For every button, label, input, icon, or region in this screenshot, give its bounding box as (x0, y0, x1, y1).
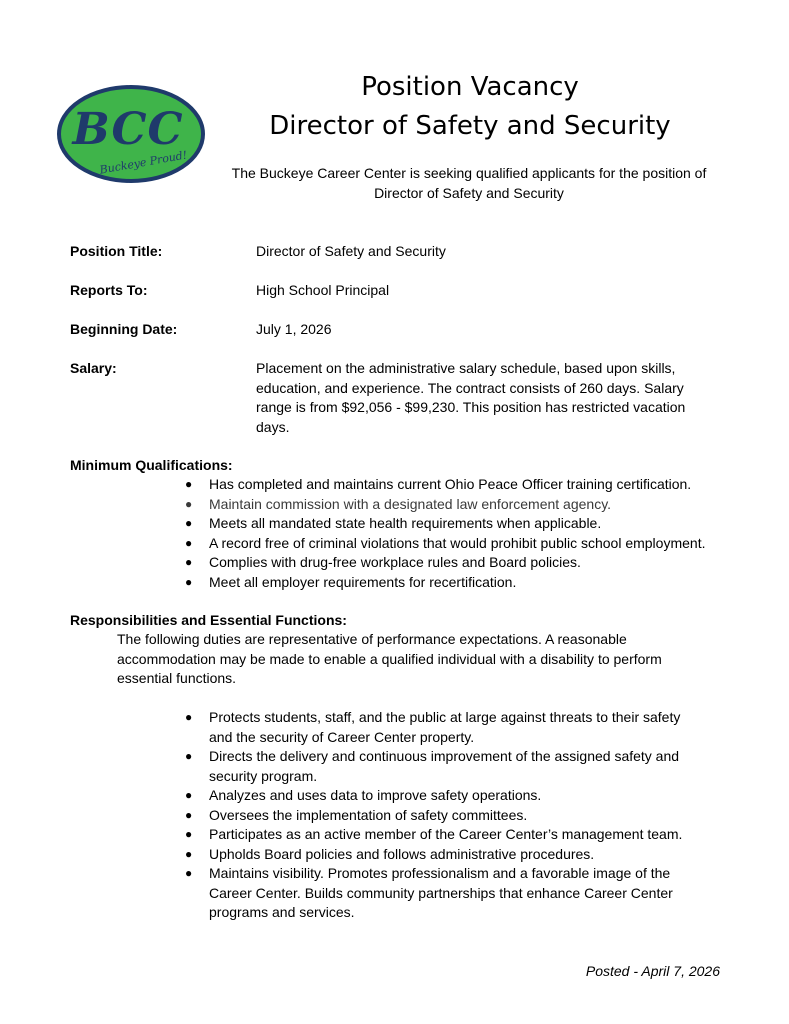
salary-value: Placement on the administrative salary schedule, based upon skills, education, and experience. The contract consists of 260 days. Salary range is from $92,056 - $99,230. This position has restricted vacation days. (256, 360, 686, 435)
posted-date: Posted - April 7, 2026 (585, 963, 720, 979)
list-item: ● Directs the delivery and continuous improvement of the assigned safety and security program. (185, 747, 695, 786)
list-item: ● Meet all employer requirements for recertification. (185, 573, 725, 593)
responsibilities-intro: The following duties are representative of performance expectations. A reasonable accommodation may be made to enable a qualified individual with a disability to perform essential functions. (117, 631, 662, 686)
position-title-value: Director of Safety and Security (256, 243, 446, 259)
list-item: ● Maintains visibility. Promotes professionalism and a favorable image of the Career Center. Builds community partnerships that enhance Career Center programs and services. (185, 864, 695, 923)
page-title: Position Vacancy (361, 72, 579, 102)
logo-tagline: Buckeye Proud! (98, 148, 189, 177)
responsibilities-heading: Responsibilities and Essential Functions: (70, 612, 347, 628)
reports-to-label: Reports To: (70, 282, 148, 298)
beginning-date-label: Beginning Date: (70, 321, 178, 337)
min-qualifications-list (185, 475, 725, 592)
salary-label: Salary: (70, 360, 117, 376)
list-item: ● A record free of criminal violations that would prohibit public school employment. (185, 534, 725, 554)
beginning-date-value: July 1, 2026 (256, 321, 332, 337)
logo-letters: BCC (72, 104, 184, 155)
position-title-heading: Director of Safety and Security (269, 111, 671, 141)
intro-text: The Buckeye Career Center is seeking qualified applicants for the position of Director of Safety and Security (231, 165, 707, 201)
list-item: ● Protects students, staff, and the public at large against threats to their safety and the security of Career Center property. (185, 708, 695, 747)
list-item: ● Has completed and maintains current Ohio Peace Officer training certification. (185, 475, 725, 495)
responsibilities-list (185, 708, 695, 923)
list-item: ● Participates as an active member of the Career Center’s management team. (185, 825, 695, 845)
bcc-logo (56, 84, 206, 184)
list-item: ● Analyzes and uses data to improve safety operations. (185, 786, 695, 806)
min-qualifications-heading: Minimum Qualifications: (70, 457, 233, 473)
list-item: ● Complies with drug-free workplace rules and Board policies. (185, 553, 725, 573)
list-item: ● Oversees the implementation of safety committees. (185, 806, 695, 826)
list-item: ● Upholds Board policies and follows administrative procedures. (185, 845, 695, 865)
position-title-label: Position Title: (70, 243, 163, 259)
reports-to-value: High School Principal (256, 282, 390, 298)
list-item: ● Meets all mandated state health requirements when applicable. (185, 514, 725, 534)
list-item: ● Maintain commission with a designated law enforcement agency. (185, 495, 725, 515)
